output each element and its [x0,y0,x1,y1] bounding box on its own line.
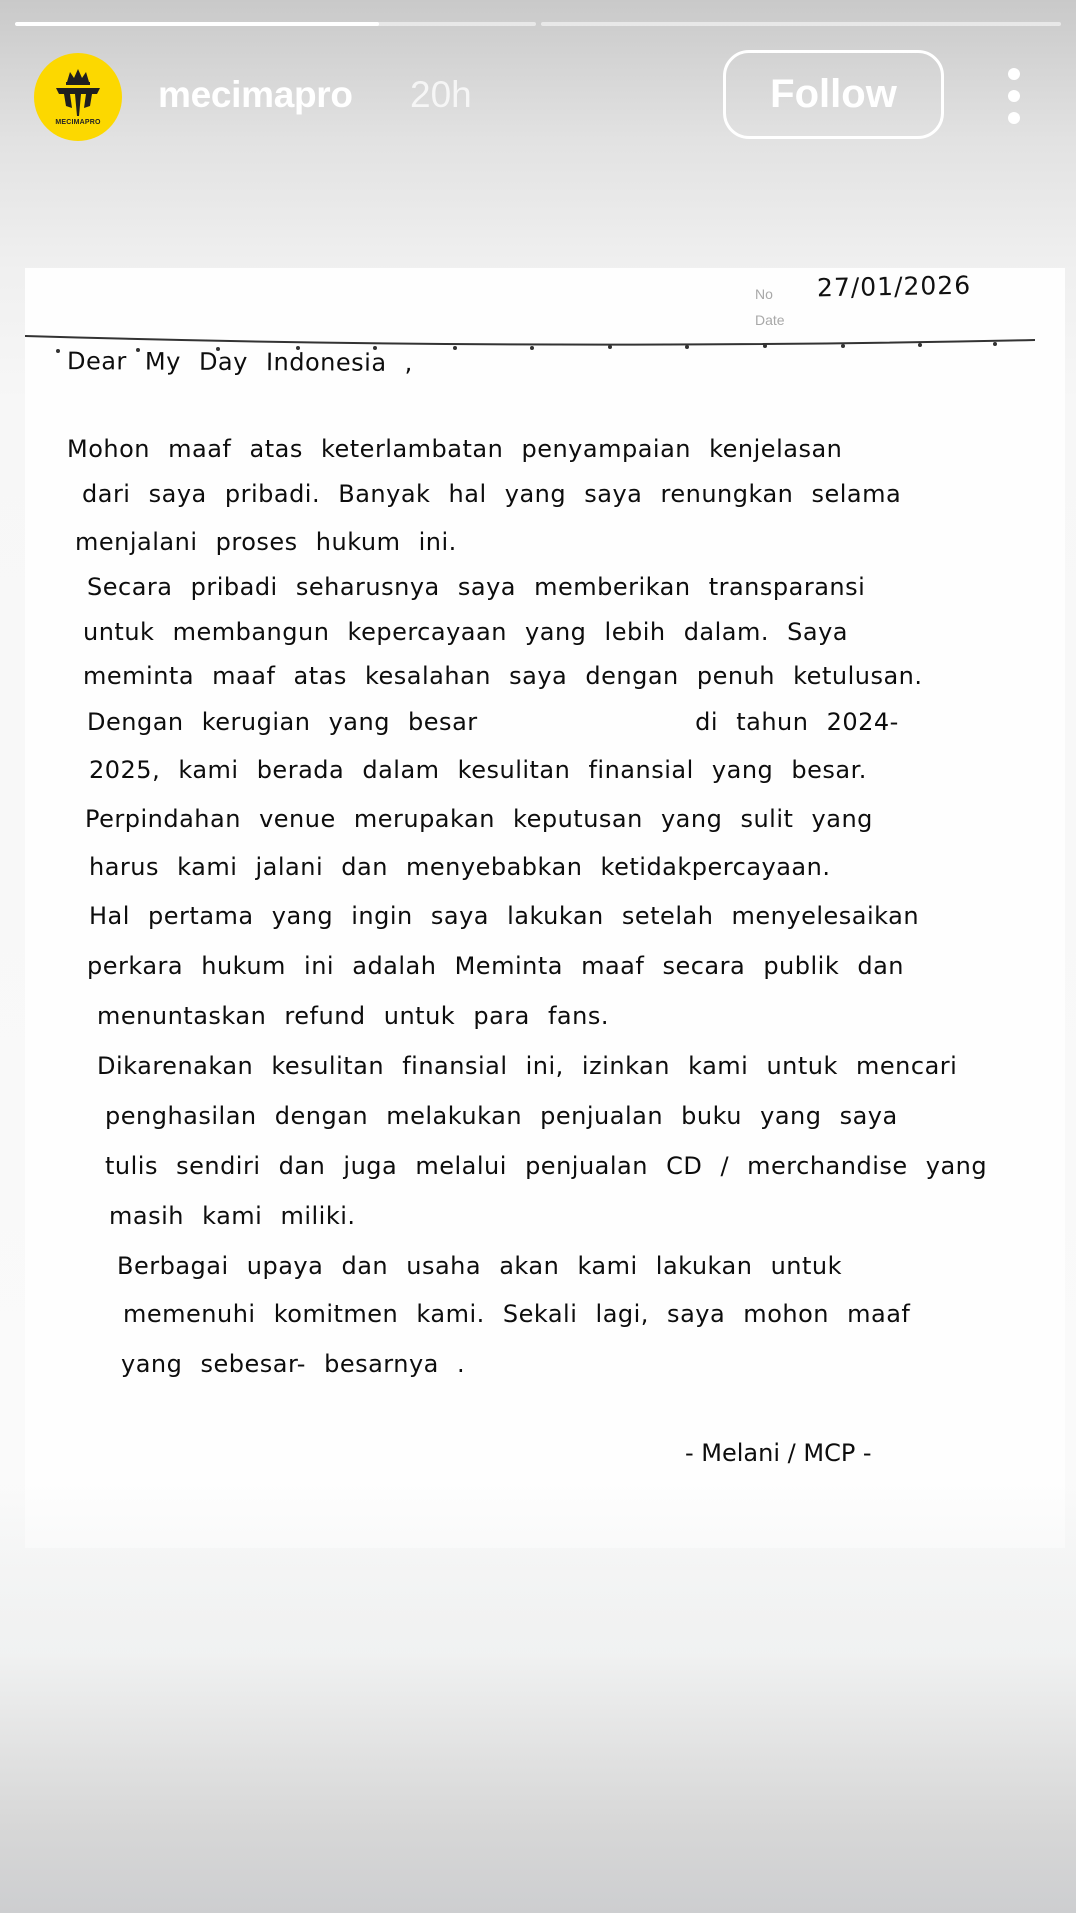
letter-line: Dengan kerugian yang besar di tahun 2024- [87,708,899,736]
letter-body [25,268,1065,1548]
letter-line: untuk membangun kepercayaan yang lebih dalam. Saya [83,618,849,646]
post-time: 20h [410,74,472,115]
letter-line: Dikarenakan kesulitan finansial ini, izinkan kami untuk mencari [97,1052,958,1080]
kebab-dot-icon [1008,112,1020,124]
crown-logo-icon [50,68,106,118]
letter-date: 27/01/2026 [816,270,972,303]
letter-line: Berbagai upaya dan usaha akan kami lakukan untuk [117,1252,843,1280]
letter-line: meminta maaf atas kesalahan saya dengan penuh ketulusan. [83,662,923,690]
bottom-gradient-overlay [0,1480,1076,1913]
letter-greeting: Dear My Day Indonesia , [66,347,413,377]
more-options-button[interactable] [996,68,1032,124]
letter-line: yang sebesar- besarnya . [121,1350,466,1378]
progress-segment-2 [541,22,1062,26]
follow-button[interactable]: Follow [723,50,944,139]
avatar-brand-text: MECIMAPRO [55,119,101,126]
letter-line: 2025, kami berada dalam kesulitan finansial yang besar. [89,756,867,784]
letter-line: menuntaskan refund untuk para fans. [97,1002,609,1030]
username-link[interactable]: mecimapro [158,74,353,115]
kebab-dot-icon [1008,68,1020,80]
no-label: No [755,286,773,302]
avatar[interactable] [34,53,122,141]
date-label: Date [755,312,785,328]
letter-line: perkara hukum ini adalah Meminta maaf secara publik dan [87,952,905,980]
kebab-dot-icon [1008,90,1020,102]
letter-line: menjalani proses hukum ini. [75,528,457,556]
letter-line: Hal pertama yang ingin saya lakukan setelah menyelesaikan [89,902,920,930]
story-progress-bar [15,22,1061,26]
letter-line: masih kami miliki. [109,1202,356,1230]
letter-image[interactable] [25,268,1065,1548]
letter-line: memenuhi komitmen kami. Sekali lagi, saya mohon maaf [123,1300,911,1328]
progress-segment-1 [15,22,536,26]
progress-segment-fill [15,22,379,26]
letter-line: Secara pribadi seharusnya saya memberikan transparansi [87,573,866,601]
letter-line: dari saya pribadi. Banyak hal yang saya renungkan selama [82,480,902,508]
story-header [0,50,1076,142]
letter-line: tulis sendiri dan juga melalui penjualan CD / merchandise yang [105,1152,988,1180]
letter-line: harus kami jalani dan menyebabkan ketidakpercayaan. [89,853,831,881]
letter-line: Mohon maaf atas keterlambatan penyampaian kenjelasan [67,435,843,463]
letter-line: penghasilan dengan melakukan penjualan buku yang saya [105,1102,898,1130]
letter-line: Perpindahan venue merupakan keputusan yang sulit yang [85,805,873,833]
letter-signature: - Melani / MCP - [685,1439,872,1467]
